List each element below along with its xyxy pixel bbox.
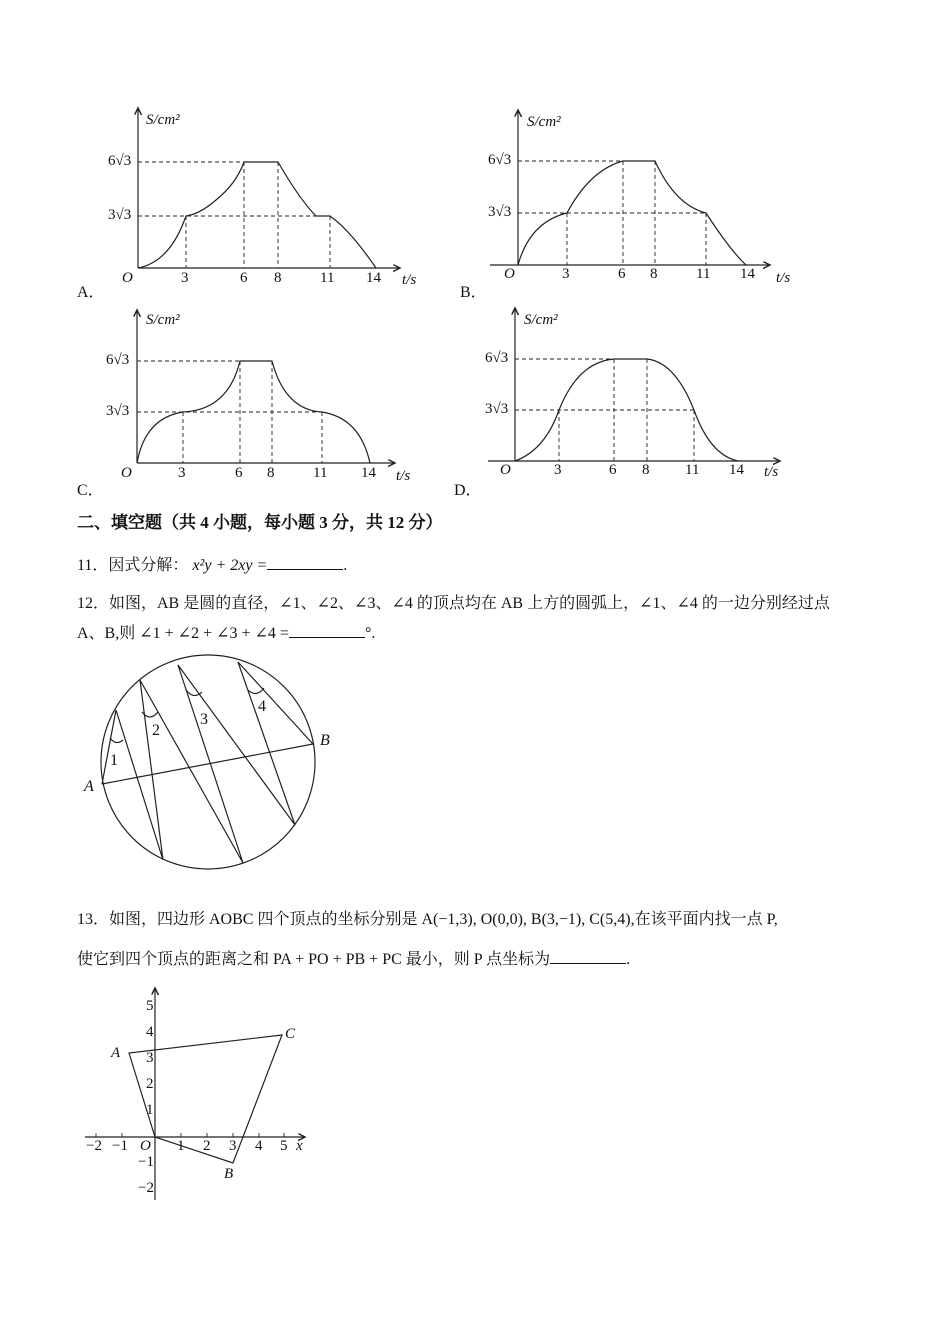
x-tick: 6 (609, 462, 617, 478)
graph-b (490, 110, 770, 265)
y-tick: 6√3 (485, 350, 509, 366)
question-11 (77, 552, 347, 575)
origin-label: O (504, 266, 515, 282)
x-tick: 8 (650, 266, 658, 282)
point-a-label: A (84, 778, 94, 795)
x-tick: 6 (240, 270, 248, 286)
origin-label: O (122, 270, 133, 286)
x-tick: −2 (86, 1138, 102, 1154)
y-tick: 1 (146, 1102, 154, 1118)
x-tick: 1 (177, 1138, 185, 1154)
y-axis-label: S/cm² (527, 114, 561, 130)
question-text: 因式分解： (108, 557, 189, 574)
point-a-label: A (111, 1045, 121, 1061)
option-a-label: A． (77, 284, 105, 301)
point-b-label: B (320, 732, 330, 749)
x-tick: 8 (642, 462, 650, 478)
option-c-label: C． (77, 482, 104, 499)
y-axis-label: S/cm² (524, 312, 558, 328)
x-tick: 8 (267, 465, 275, 481)
answer-blank[interactable] (267, 555, 343, 570)
question-text: A、B,则 ∠1 + ∠2 + ∠3 + ∠4 = (77, 625, 289, 642)
punct: . (343, 557, 348, 574)
curve-c (137, 361, 370, 463)
y-tick: 4 (146, 1024, 154, 1040)
y-tick: 6√3 (108, 153, 132, 169)
answer-blank[interactable] (289, 623, 365, 638)
y-tick: 3√3 (106, 403, 130, 419)
x-tick: 14 (729, 462, 744, 478)
x-tick: 14 (366, 270, 381, 286)
y-tick: −1 (138, 1154, 154, 1170)
section-heading: 二、填空题（共 4 小题，每小题 3 分，共 12 分） (77, 513, 443, 532)
y-tick: 6√3 (106, 352, 130, 368)
question-text: 使它到四个顶点的距离之和 PA + PO + PB + PC 最小，则 P 点坐标为 (77, 951, 551, 968)
graph-a (138, 108, 400, 268)
origin-label: O (140, 1138, 151, 1154)
x-tick: 3 (181, 270, 189, 286)
x-axis-label: t/s (776, 270, 791, 286)
punct: °. (364, 625, 376, 642)
origin-label: O (500, 462, 511, 478)
answer-blank[interactable] (550, 949, 626, 964)
x-axis-label: t/s (396, 468, 411, 484)
x-tick: 6 (235, 465, 243, 481)
y-tick: 3√3 (108, 207, 132, 223)
x-tick: 4 (255, 1138, 263, 1154)
x-axis-label: t/s (764, 464, 779, 480)
x-tick: 3 (229, 1138, 237, 1154)
x-tick: 14 (740, 266, 755, 282)
angle-3-label: 3 (200, 711, 208, 728)
question-number: 11． (77, 557, 109, 574)
x-tick: 5 (280, 1138, 288, 1154)
question-13-line2 (77, 946, 630, 969)
origin-label: O (121, 465, 132, 481)
x-tick: 11 (685, 462, 700, 478)
x-tick: 3 (554, 462, 562, 478)
question-12-line2 (77, 620, 375, 643)
option-d-label: D． (454, 482, 482, 499)
x-tick: 3 (562, 266, 570, 282)
y-axis-label: S/cm² (146, 312, 180, 328)
x-tick: 3 (178, 465, 186, 481)
x-tick: 11 (313, 465, 328, 481)
y-tick: 3 (146, 1050, 154, 1066)
question-12-line1: 12．如图，AB 是圆的直径，∠1、∠2、∠3、∠4 的顶点均在 AB 上方的圆弧上，∠1、∠4 的一边分别经过点 (77, 595, 830, 612)
point-b-label: B (224, 1166, 234, 1182)
coordinate-figure (85, 988, 305, 1200)
curve-d (515, 359, 738, 461)
option-b-label: B． (460, 284, 487, 301)
x-axis-label: x (296, 1138, 303, 1154)
x-tick: −1 (112, 1138, 128, 1154)
angle-1-label: 1 (110, 752, 118, 769)
math-expression: x²y + 2xy = (192, 557, 268, 574)
x-tick: 11 (320, 270, 335, 286)
y-tick: 3√3 (488, 204, 512, 220)
circle-figure (101, 655, 315, 869)
punct: . (626, 951, 631, 968)
graph-d (488, 308, 780, 461)
y-tick: 2 (146, 1076, 154, 1092)
y-axis-label: S/cm² (146, 112, 180, 128)
y-tick: 6√3 (488, 152, 512, 168)
y-tick: −2 (138, 1180, 154, 1196)
question-13-line1: 13．如图，四边形 AOBC 四个顶点的坐标分别是 A(−1,3), O(0,0), B(3,−1), C(5,4),在该平面内找一点 P, (77, 911, 778, 928)
graph-c (137, 310, 395, 463)
x-tick: 6 (618, 266, 626, 282)
angle-4-label: 4 (258, 698, 266, 715)
x-tick: 8 (274, 270, 282, 286)
x-tick: 2 (203, 1138, 211, 1154)
x-tick: 11 (696, 266, 711, 282)
curve-a (138, 162, 376, 268)
x-tick: 14 (361, 465, 376, 481)
y-tick: 5 (146, 998, 154, 1014)
point-c-label: C (285, 1026, 296, 1042)
y-tick: 3√3 (485, 401, 509, 417)
x-axis-label: t/s (402, 272, 417, 288)
angle-2-label: 2 (152, 722, 160, 739)
